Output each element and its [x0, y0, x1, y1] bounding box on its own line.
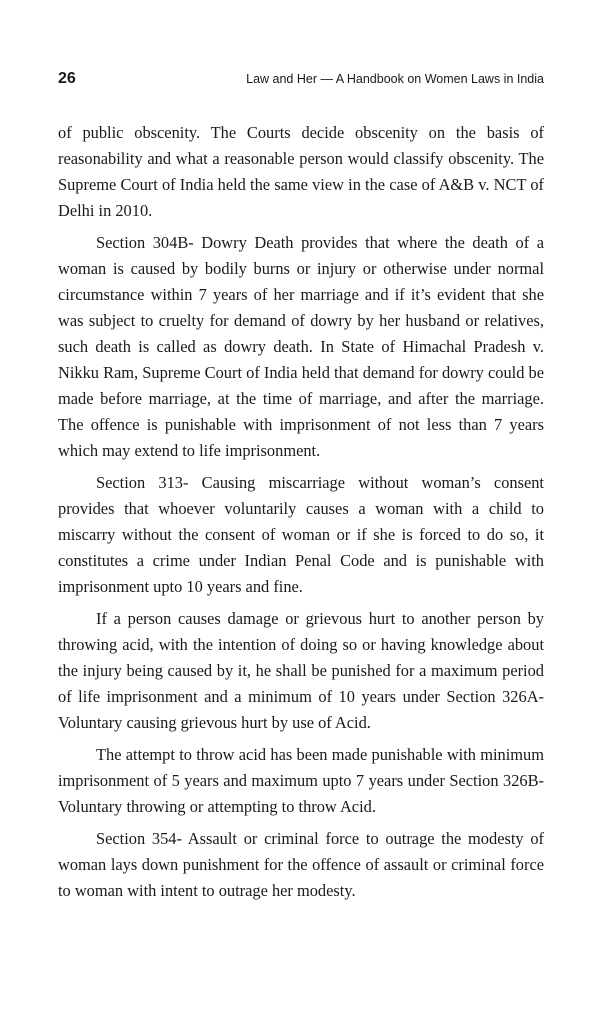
paragraph-continuation: of public obscenity. The Courts decide obscenity on the basis of reasonability and what a reasonable person would classify obscenity. The Supreme Court of India held the same view in the case of A&B v. NCT of Delhi in 2010. [58, 123, 544, 220]
paragraph-section-313: Section 313- Causing miscarriage without woman’s consent provides that whoever voluntarily causes a woman with a child to miscarry without the consent of woman or if she is forced to do so, it constitutes a crime under Indian Penal Code and is punishable with imprisonment upto 10 years and fine. [58, 473, 544, 596]
paragraph-section-354: Section 354- Assault or criminal force to outrage the modesty of woman lays down punishment for the offence of assault or criminal force to woman with intent to outrage her modesty. [58, 829, 544, 900]
paragraph-section-326b: The attempt to throw acid has been made punishable with minimum imprisonment of 5 years and maximum upto 7 years under Section 326B-Voluntary throwing or attempting to throw Acid. [58, 745, 544, 816]
running-title: Law and Her — A Handbook on Women Laws in India [246, 72, 544, 86]
page-number: 26 [58, 70, 76, 87]
page-body [58, 120, 544, 904]
paragraph-section-304b: Section 304B- Dowry Death provides that where the death of a woman is caused by bodily burns or injury or otherwise under normal circumstance within 7 years of her marriage and if it’s evident that she was subject to cruelty for demand of dowry by her husband or relatives, such death is called as dowry death. In State of Himachal Pradesh v. Nikku Ram, Supreme Court of India held that demand for dowry could be made before marriage, at the time of marriage, and after the marriage. The offence is punishable with imprisonment of not less than 7 years which may extend to life imprisonment. [58, 233, 544, 460]
paragraph-section-326a: If a person causes damage or grievous hurt to another person by throwing acid, with the intention of doing so or having knowledge about the injury being caused by it, he shall be punished for a maximum period of life imprisonment and a minimum of 10 years under Section 326A- Voluntary causing grievous hurt by use of Acid. [58, 609, 544, 732]
page-header [58, 70, 544, 92]
